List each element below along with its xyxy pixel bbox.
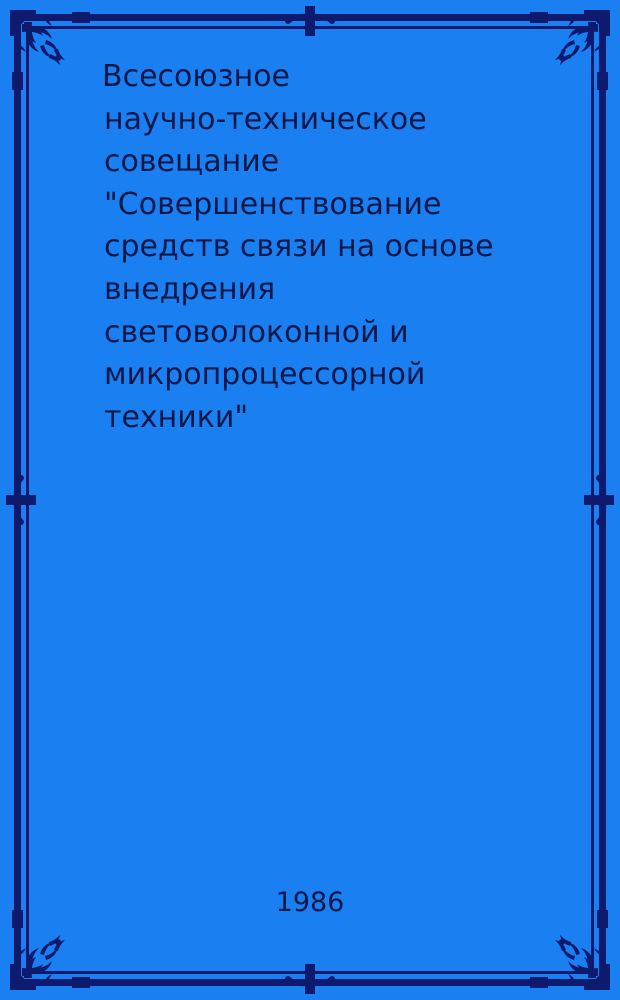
edge-ornament-bottom: [283, 962, 337, 996]
page-content: [46, 56, 574, 954]
title-line: средств связи на основе: [104, 229, 494, 265]
edge-ornament-right: [582, 473, 616, 527]
title-line: микропроцессорной: [104, 357, 426, 393]
title-line: техники": [104, 399, 249, 435]
edge-ornament-left: [4, 473, 38, 527]
title-line: световолоконной и: [104, 314, 409, 350]
title-line: внедрения: [104, 271, 276, 307]
title-line: совещание: [104, 144, 280, 180]
title-line: научно-техническое: [104, 101, 427, 137]
title-line: "Совершенствование: [104, 186, 442, 222]
title-line: Всесоюзное: [102, 59, 291, 94]
page-title: [46, 56, 574, 439]
edge-ornament-top: [283, 4, 337, 38]
publication-year: 1986: [275, 887, 345, 918]
